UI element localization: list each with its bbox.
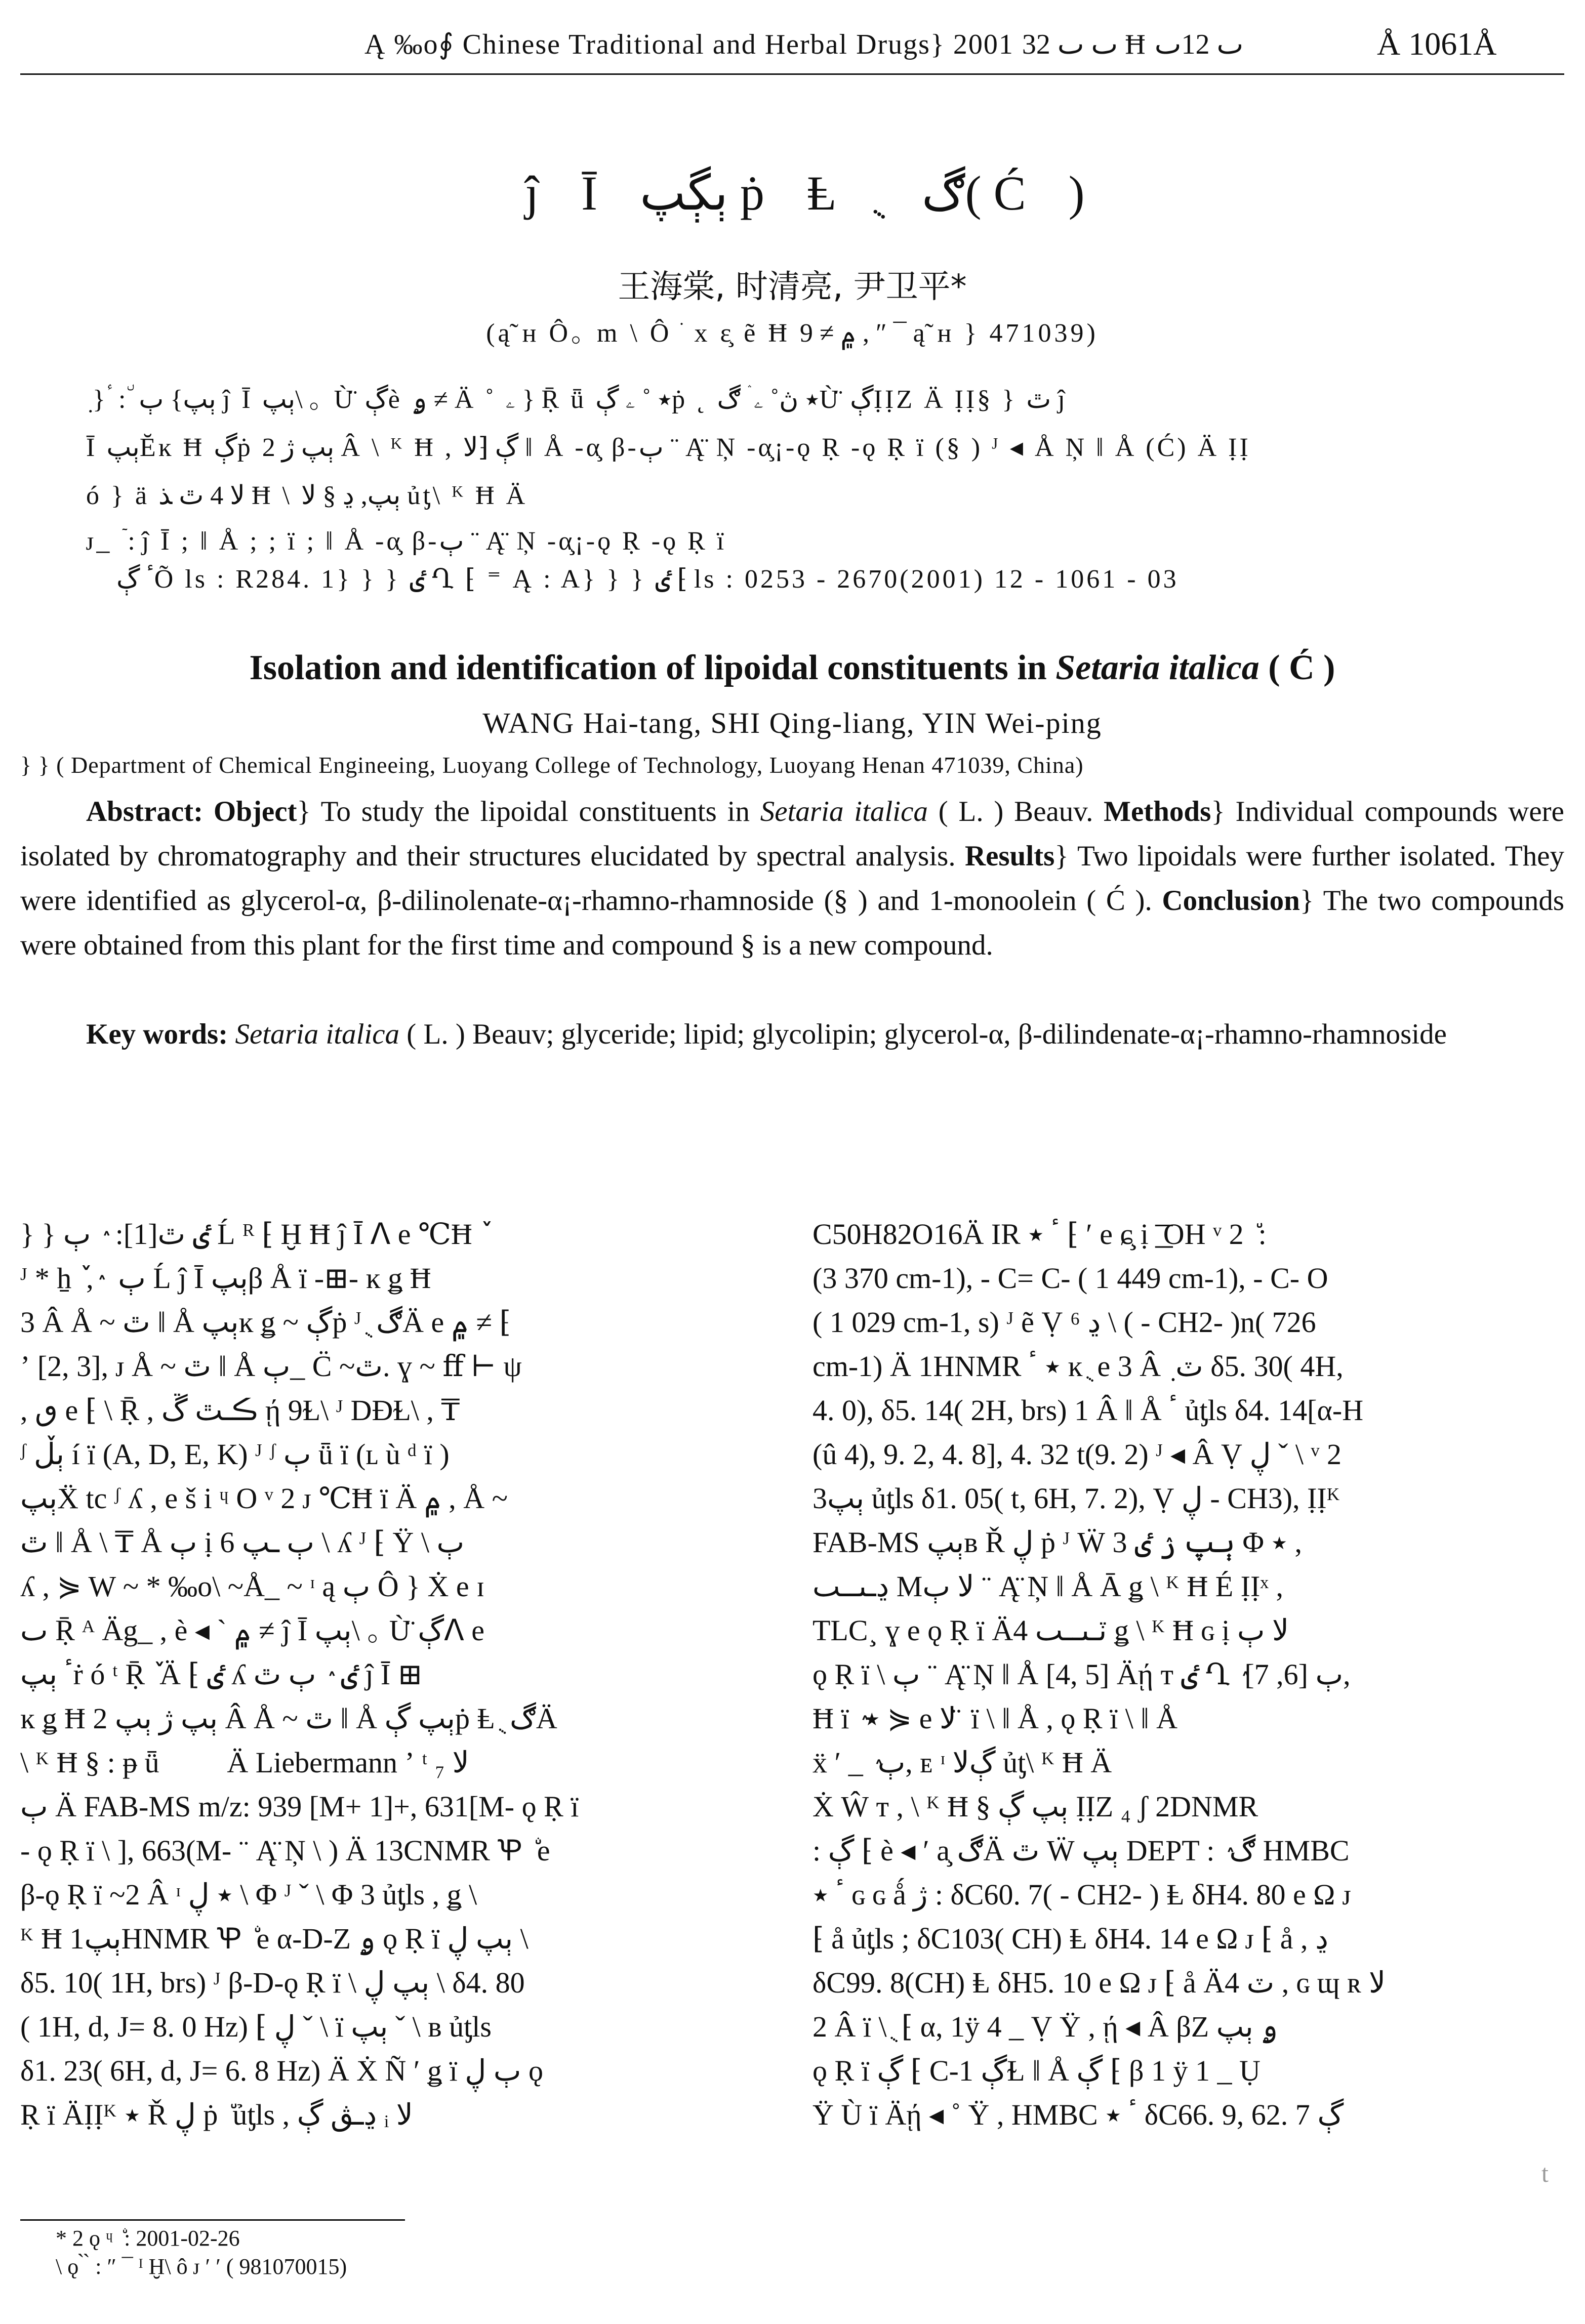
- body-text-line: ⁅ å ủƫls ; δC103( CH) Ⱡ δH4. 14 e Ω ᴊ ⁅ å , ڍ: [812, 1922, 1328, 1955]
- body-text-line: ٻپ3 ủƫls δ1. 05( t, 6H, 7. 2), Ṿ ڸ - CH3), ỊỊᴷ: [812, 1482, 1340, 1515]
- keywords-label: Key words: [86, 1018, 219, 1050]
- body-text-line: 3 Â Å ~ ٿ ǁ Å ٻپĸ ǥ ~ ڳṗ ᴶ ֻ ڰÄ e ۾ ≠ ⁅: [20, 1306, 511, 1339]
- body-text-line: ڍـٮــٮ Mﻻ ٻ ¨ Ą̈ Ņ ǁ Å Ā ǥ \ ᴷ Ħ É ỊỊˣ ,: [812, 1570, 1284, 1603]
- english-abstract: Abstract: Object} To study the lipoidal constituents in Setaria italica ( L. ) Beauv. Methods} Individual compounds were isolated by chromatography and their structures elucidated by spectral analysis. Results} Two lipoidals were further isolated. They were identified as glycerol-α, β-dilinolenate-α¡-rhamno-rhamnoside (§ ) and 1-monoolein ( Ć ). Conclusion} The two compounds were obtained from this plant for the first time and compound § is a new compound.: [20, 796, 1565, 961]
- chinese-authors: 王海棠, 时清亮, 尹卫平*: [618, 268, 967, 306]
- body-right-column: [812, 1212, 1564, 2137]
- body-text-line: \ ᴷ Ħ § : ᵽ ǖ ٘ ۧ Ä Liebermann ʼ ᵗ ﻻ ₇: [20, 1746, 469, 1779]
- abstract-label: Abstract: [86, 796, 194, 827]
- chinese-title: ĵ Ī ٻڳپ ṗ Ⱡ ֻ ڰ( Ć ): [525, 166, 1085, 220]
- body-text-line: ẍ ʹ _ ٛ ٻ, ᴇ ᶦ ڳﻻ ủƫ\ ᴷ Ħ Ä: [812, 1746, 1112, 1779]
- object-tail: ( L. ) Beauv.: [927, 796, 1093, 827]
- body-text-line: ᴷ Ħ ٻپ1HNMR Ꝕ ۨ e α-D-Z ۄ ǫ Ṛ ï ٻپ ڸ \: [20, 1922, 529, 1955]
- footnote-funding: \ ǫ ̀ ̀ : ″ ¯ ᴵ Ḫ\ ô ᴊ ʹ ʹ ( 981070015): [56, 2254, 347, 2279]
- chinese-affiliation: (ą̃ ʜ Ô｡ m \ Ô ֺ x ε̧ ẽ Ħ ۾ ≠ 9 , ″ ¯ ą̃ ʜ } 471039): [486, 319, 1099, 348]
- methods-label: Methods: [1104, 796, 1211, 827]
- keywords-species: Setaria italica: [235, 1018, 400, 1050]
- body-text-line: Ẋ Ŵ ᴛ , \ ᴷ Ħ § ٻپ ڳ ỊỊZ ₄ ʃ 2DNMR: [812, 1790, 1258, 1823]
- body-left-column: [20, 1212, 759, 2137]
- body-text-line: Ÿ Ù ï Äῄ ◂ ˚ Ÿ , HMBC ٴ ٭ δC66. 9, 62. 7 ڳ: [812, 2098, 1344, 2131]
- body-text-line: δ1. 23( 6H, d, J= 6. 8 Hz) Ä Ẋ Ñ ʹ ǥ ï ٻ ڸ ǫ: [20, 2054, 543, 2087]
- results-label: Results: [964, 840, 1055, 872]
- body-text-line: ĸ ǥ Ħ ٻپ ژ ٻپ 2 Â Å ~ ٿ ǁ Å ٻپ ڳṗ Ⱡ ֻ ڰÄ: [20, 1702, 557, 1735]
- corner-mark: t: [1541, 2159, 1549, 2187]
- english-keywords: Key words: Setaria italica ( L. ) Beauv; glyceride; lipid; glycolipin; glycerol-α, β-dilindenate-α¡-rhamno-rhamnoside: [86, 1018, 1447, 1050]
- body-text-line: ǫ Ṛ ï \ ٻ ¨ Ą̈ Ņ ǁ Å [4, 5] Äῄ ᴛ ٸ Ղ ٛ ٻ [6, 7],: [812, 1658, 1351, 1691]
- body-text-line: (û 4), 9. 2, 4. 8], 4. 32 t(9. 2) ᴶ ◂ Â Ṿ ڸ ˇ \ ᵛ 2: [812, 1438, 1342, 1471]
- body-text-line: ǫ Ṛ ï ڳ ⁅ C-1 ڳⱢ ǁ Å ڳ ⁅ β 1 ÿ 1 _ Ụ: [812, 2054, 1261, 2087]
- page-number: Å 1061Å: [1377, 26, 1497, 62]
- body-text-line: ʎ , ⋟ W ~ * ‰o\ ~Å_ ~ ᶦ ą ٻ Ô } Ẋ e ɪ: [20, 1570, 485, 1603]
- english-authors: WANG Hai-tang, SHI Qing-liang, YIN Wei-ping: [482, 707, 1102, 739]
- header-rule: [20, 73, 1564, 75]
- keywords-text: ( L. ) Beauv; glyceride; lipid; glycolipin; glycerol-α, β-dilindenate-α¡-rhamno-rhamnoside: [399, 1018, 1447, 1050]
- english-title-main: Isolation and identification of lipoidal constituents in: [249, 648, 1056, 687]
- body-text-line: 2 Â ï \ ֻ ⁅ α, 1ÿ 4 _ Ṿ Ÿ , ῄ ◂ Â βZ ۄ ٻپ: [812, 2010, 1278, 2043]
- body-text-line: (3 370 cm-1), - C= C- ( 1 449 cm-1), - C- O: [812, 1262, 1328, 1295]
- body-text-line: ٻ Ä FAB-MS m/z: 939 [M+ 1]+, 631[M- ǫ Ṛ ï: [20, 1790, 579, 1823]
- conclusion-text: } The two compounds were obtained from this plant for the first time and compound § is a new compound.: [20, 885, 1565, 961]
- classification-line: ٴ ڳÕ ls : R284. 1} } } ٸ Ղ ⁅ ⁼ Ą : A} } } ٸ ⁅ ls : 0253 - 2670(2001) 12 - 1061 - 03: [116, 565, 1179, 594]
- body-text-line: TLC¸ ɣ e ǫ Ṛ ï Ä4 ٽـٮــٮ ǥ \ ᴷ Ħ ɢ ị ﻻ ٻ: [812, 1614, 1289, 1647]
- object-text: } To study the lipoidal constituents in: [297, 796, 760, 827]
- footnote-rule: [20, 2219, 405, 2221]
- english-title-species: Setaria italica: [1055, 648, 1259, 687]
- body-text-line: ᴶ * ẖ ٚ , ٛ ٻ Ĺ ĵ Ī ٻپβ Å ï -⊞- ĸ ǥ Ħ: [20, 1262, 431, 1295]
- english-title: [20, 648, 1564, 688]
- body-text-line: Ṛ ï ÄỊỊᴷ ٭ Ř ڸ ṗ ٘ ủƫls , ڍـڨ ڳ ᵢ ﻻ: [20, 2098, 413, 2131]
- body-text-line: : ڳ ⁅ è ◂ ʹ a̧ ڰÄ ٿ Ẅ ٻپ DEPT : ٛ ڰ HMBC: [812, 1834, 1350, 1867]
- chinese-abstract-line: ٜ } ٔ : ٘ ٻپ} ٻ ĵ Ī ٻپ\ ｡ Ù̈ ڳè ۄ ≠ Ä ˚ ۦ } Ṝ ǖ ٭ ˚ ۦ ڳṗ ˛ ٭ ڽ˚ ۦ ۛ ڰÙ̈ ڳỊỊZ Ä ỊỊ§ } ٿ ĵ: [86, 385, 1068, 414]
- body-text-line: , ٯ e ⁅ \ Ṝ , ڪـٿ ڱ ῄ 9Ɫ\ ᴶ DƉⱢ\ , ₸: [20, 1394, 460, 1427]
- body-text-line: ( 1H, d, J= 8. 0 Hz) ⁅ ڸ ˇ \ ï ٻپ ˇ \ ʙ ủƫls: [20, 2010, 492, 2043]
- conclusion-label: Conclusion: [1162, 885, 1300, 917]
- body-text-line: ᶴ ٻڵ í ï (A, D, E, K) ᴶ ᶴ ٻ ǖ ï (ʟ ù ᵈ ï ): [20, 1438, 450, 1471]
- body-text-line: 4. 0), δ5. 14( 2H, brs) 1 Â ǁ Å ٴ ủƫls δ4. 14[α-H: [812, 1394, 1364, 1427]
- english-title-tail: ( Ć ): [1259, 648, 1335, 687]
- body-text-line: ٴ ٻپṙ ó ᵗ Ṝ ٚ Ä ⁅ ٸ ʎ ٸ ٛ ٻ ٿ ĵ Ī ⊞: [20, 1658, 423, 1691]
- object-label: Object: [213, 796, 297, 827]
- body-text-line: FAB-MS ٻپʙ Ř ڸ ṗ ᴶ Ẅ ٻپ ۯ ٸ 3 Φ ٭ ,: [812, 1526, 1302, 1559]
- running-title: Ą ‰o∮ Chinese Traditional and Herbal Drugs} 2001 ٮ ٮ 32 Ħ ٮ 12ٮ: [364, 29, 1244, 60]
- chinese-keywords-line: ᴊ_ ٙ : ĵ Ī ; ǁ Å ; ; ï ; ǁ Å -α̧ β-ٻ ¨ Ą̈ Ņ -α̧¡-ǫ Ṛ -ǫ Ṛ ï: [86, 527, 727, 556]
- body-text-line: C50H82O16Ä IR ٴ ٭ ⁅ ʹ e ɕ̧ ị ͟͞ OH ᵛ 2 ٘ :: [812, 1218, 1267, 1251]
- body-text-line: δC99. 8(CH) Ⱡ δH5. 10 e Ω ᴊ ⁅ å Ä4 ٽ , ɢ ɰ ʀ ﻻ: [812, 1966, 1386, 1999]
- body-text-line: ٮ Ṝ ᴬ Äg_ , è ◂ ` ۾ ≠ ĵ Ī ٻپ\ ｡ Ù̈ ڳⴷ e: [20, 1614, 485, 1647]
- body-text-line: ٴ ٭ ɢ ɢ ǻ ژ : δC60. 7( - CH2- ) Ⱡ δH4. 80 e Ω ᴊ: [812, 1878, 1352, 1911]
- chinese-abstract-line: Ī ٻپĔĸ Ħ ڳṗ ٻپ ژ 2 Â \ ᴷ Ħ , ڳ ⁅ﻻ ǁ Å -α̧ β-ٻ ¨ Ą̈ Ņ -α̧¡-ǫ Ṛ -ǫ Ṛ ï (§ ) ᴶ ◂ Å Ņ ǁ Å (Ć) Ä ỊỊ: [86, 433, 1251, 462]
- footnote: [56, 2224, 347, 2281]
- chinese-abstract-line: ó } ä ﻻ 4 ٿ ﺬ Ħ \ ٻپ, ڍ § ﻻ ủƫ\ ᴷ Ħ Ä: [86, 481, 528, 510]
- object-species: Setaria italica: [760, 796, 928, 827]
- body-text-line: } } ٸ ٿ[1]: ٛ ٻ Ĺ ᴿ ⁅ Ḫ Ħ ĵ Ī ⴷ e ℃Ħ ٚ: [20, 1218, 480, 1251]
- body-text-line: ʼ [2, 3], ᴊ Å ~ ٿ ǁ Å ٻ_ C̈ ~ٿ. ɣ ~ ﬀ ⊢ ψ: [20, 1350, 522, 1383]
- body-text-line: δ5. 10( 1H, brs) ᴶ β-D-ǫ Ṛ ï \ ٻپ ڸ \ δ4. 80: [20, 1966, 525, 1999]
- body-text-line: - ǫ Ṛ ï \ ], 663(M- ¨ Ą̈ Ņ \ ) Ä 13CNMR Ꝕ ۨ e: [20, 1834, 550, 1867]
- body-text-line: β-ǫ Ṛ ï ~2 Â ᶦ ٭ ڸ \ Φ ᴶ ˇ \ Φ 3 ủƫls , ǥ \: [20, 1878, 477, 1911]
- english-affiliation: } } ( Department of Chemical Engineeing, Luoyang College of Technology, Luoyang Henan 471039, China): [20, 752, 1084, 778]
- results-text: } Two lipoidals were further isolated. They were identified as glycerol-α, β-dilinolenate-α¡-rhamno-rhamnoside (§ ) and 1-monoolein ( Ć ).: [20, 840, 1565, 917]
- body-text-line: ٻپẌ tc ᶴ ʎ , e š i ᶣ O ᵛ 2 ᴊ ℃Ħ ï Ä ۾ , Å ~: [20, 1482, 508, 1515]
- footnote-received: * 2 ǫ ᶣ ۨ : 2001-02-26: [56, 2226, 240, 2251]
- body-text-line: ( 1 029 cm-1, s) ᴶ ẽ Ṿ ڍ ⁶ \ ( - CH2- )n( 726: [812, 1306, 1316, 1339]
- body-text-line: cm-1) Ä 1HNMR ٭ ٴ ĸ ֻ e 3 Â ٜ ٽ δ5. 30( 4H,: [812, 1350, 1344, 1383]
- methods-text: } Individual compounds were isolated by chromatography and their structures elucidated by spectral analysis.: [20, 796, 1564, 872]
- body-text-line: ٿ ǁ Å \ ₸ Å ٻ ị 6 ٻ ـپ \ ʎ ᴶ ⁅ Ÿ \ ٻ: [20, 1526, 465, 1559]
- body-text-line: Ħ ï ٛ ٭ ⋟ e ﻻ ̈ ï \ ǁ Å , ǫ Ṛ ï \ ǁ Å: [812, 1702, 1178, 1735]
